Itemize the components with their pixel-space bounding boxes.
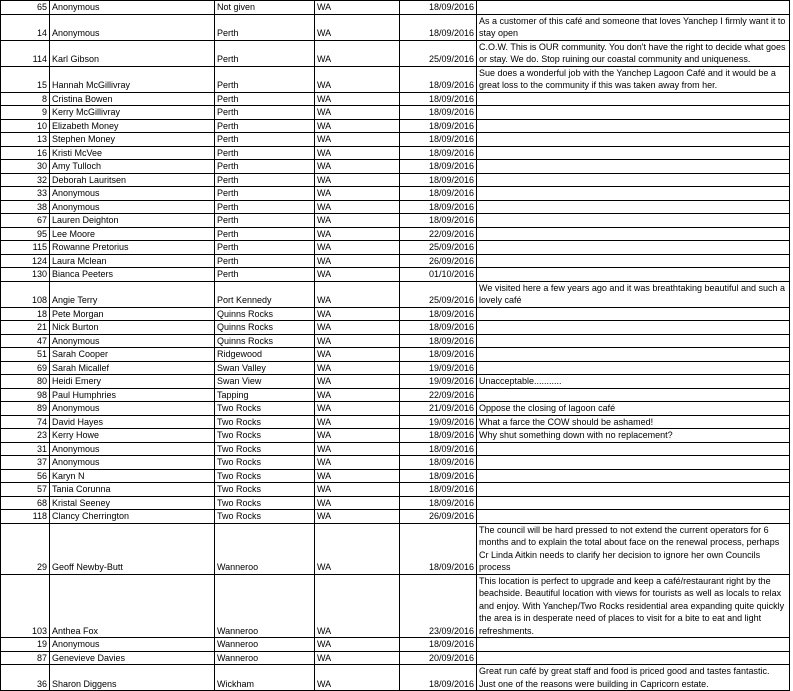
table-row [1,146,790,160]
date-cell: 18/09/2016 [400,119,477,133]
date-cell: 18/09/2016 [400,665,477,691]
comment-cell [477,160,790,174]
name-cell: Anonymous [50,14,215,40]
row-id-cell: 98 [1,388,50,402]
row-id-cell: 67 [1,214,50,228]
table-row [1,388,790,402]
date-cell: 18/09/2016 [400,483,477,497]
row-id-cell: 16 [1,146,50,160]
state-cell: WA [315,106,400,120]
table-row [1,241,790,255]
row-id-cell: 21 [1,321,50,335]
location-cell: Wanneroo [215,651,315,665]
table-row [1,348,790,362]
table-row [1,307,790,321]
location-cell: Swan Valley [215,361,315,375]
name-cell: Anonymous [50,200,215,214]
table-row [1,334,790,348]
comment-cell [477,227,790,241]
row-id-cell: 10 [1,119,50,133]
date-cell: 18/09/2016 [400,200,477,214]
comment-cell: The council will be hard pressed to not extend the current operators for 6 months and to explain the total about face on the renewal process, perhaps Cr Linda Aitkin needs to clarify her decision to ignore her own Councils process [477,523,790,574]
table-row [1,119,790,133]
state-cell: WA [315,574,400,638]
comment-cell: Sue does a wonderful job with the Yanchep Lagoon Café and it would be a great loss to the community if this was taken away from her. [477,66,790,92]
table-row [1,268,790,282]
date-cell: 25/09/2016 [400,281,477,307]
table-row [1,187,790,201]
comment-cell [477,496,790,510]
date-cell: 18/09/2016 [400,469,477,483]
state-cell: WA [315,496,400,510]
name-cell: Rowanne Pretorius [50,241,215,255]
row-id-cell: 33 [1,187,50,201]
name-cell: Anonymous [50,187,215,201]
date-cell: 18/09/2016 [400,160,477,174]
date-cell: 01/10/2016 [400,268,477,282]
location-cell: Perth [215,40,315,66]
row-id-cell: 56 [1,469,50,483]
date-cell: 18/09/2016 [400,1,477,15]
state-cell: WA [315,375,400,389]
row-id-cell: 18 [1,307,50,321]
comment-cell [477,146,790,160]
row-id-cell: 51 [1,348,50,362]
state-cell: WA [315,241,400,255]
name-cell: Deborah Lauritsen [50,173,215,187]
row-id-cell: 114 [1,40,50,66]
comment-cell: C.O.W. This is OUR community. You don't have the right to decide what goes or stay. We do. Stop ruining our coastal community and uniqueness. [477,40,790,66]
name-cell: Tania Corunna [50,483,215,497]
comment-cell: As a customer of this café and someone that loves Yanchep I firmly want it to stay open [477,14,790,40]
date-cell: 18/09/2016 [400,106,477,120]
table-row [1,429,790,443]
table-body [1,1,790,691]
date-cell: 21/09/2016 [400,402,477,416]
name-cell: Paul Humphries [50,388,215,402]
location-cell: Two Rocks [215,456,315,470]
location-cell: Perth [215,133,315,147]
row-id-cell: 38 [1,200,50,214]
state-cell: WA [315,133,400,147]
state-cell: WA [315,187,400,201]
location-cell: Two Rocks [215,510,315,524]
table-row [1,469,790,483]
state-cell: WA [315,227,400,241]
location-cell: Perth [215,160,315,174]
date-cell: 18/09/2016 [400,133,477,147]
location-cell: Perth [215,227,315,241]
state-cell: WA [315,334,400,348]
row-id-cell: 108 [1,281,50,307]
date-cell: 26/09/2016 [400,254,477,268]
location-cell: Perth [215,173,315,187]
date-cell: 18/09/2016 [400,14,477,40]
state-cell: WA [315,456,400,470]
date-cell: 22/09/2016 [400,227,477,241]
table-row [1,523,790,574]
date-cell: 18/09/2016 [400,496,477,510]
comment-cell [477,268,790,282]
row-id-cell: 29 [1,523,50,574]
location-cell: Two Rocks [215,415,315,429]
name-cell: Anonymous [50,334,215,348]
state-cell: WA [315,510,400,524]
comment-cell [477,200,790,214]
table-row [1,496,790,510]
table-row [1,456,790,470]
date-cell: 19/09/2016 [400,375,477,389]
location-cell: Ridgewood [215,348,315,362]
state-cell: WA [315,14,400,40]
location-cell: Quinns Rocks [215,307,315,321]
location-cell: Tapping [215,388,315,402]
comment-cell [477,214,790,228]
comment-cell [477,1,790,15]
row-id-cell: 31 [1,442,50,456]
name-cell: Angie Terry [50,281,215,307]
state-cell: WA [315,638,400,652]
name-cell: Kerry Howe [50,429,215,443]
name-cell: Laura Mclean [50,254,215,268]
date-cell: 23/09/2016 [400,574,477,638]
row-id-cell: 68 [1,496,50,510]
row-id-cell: 37 [1,456,50,470]
location-cell: Two Rocks [215,496,315,510]
location-cell: Quinns Rocks [215,334,315,348]
table-row [1,510,790,524]
comment-cell [477,187,790,201]
location-cell: Two Rocks [215,483,315,497]
name-cell: Karl Gibson [50,40,215,66]
comment-cell [477,638,790,652]
state-cell: WA [315,66,400,92]
name-cell: Nick Burton [50,321,215,335]
location-cell: Perth [215,254,315,268]
location-cell: Swan View [215,375,315,389]
row-id-cell: 13 [1,133,50,147]
location-cell: Perth [215,66,315,92]
date-cell: 18/09/2016 [400,334,477,348]
row-id-cell: 14 [1,14,50,40]
state-cell: WA [315,665,400,691]
location-cell: Not given [215,1,315,15]
row-id-cell: 8 [1,92,50,106]
date-cell: 18/09/2016 [400,214,477,228]
table-row [1,173,790,187]
location-cell: Quinns Rocks [215,321,315,335]
comment-cell [477,361,790,375]
state-cell: WA [315,415,400,429]
comment-cell [477,92,790,106]
date-cell: 26/09/2016 [400,510,477,524]
row-id-cell: 57 [1,483,50,497]
row-id-cell: 124 [1,254,50,268]
state-cell: WA [315,523,400,574]
comment-cell [477,254,790,268]
row-id-cell: 23 [1,429,50,443]
state-cell: WA [315,40,400,66]
name-cell: Pete Morgan [50,307,215,321]
date-cell: 18/09/2016 [400,307,477,321]
date-cell: 18/09/2016 [400,187,477,201]
name-cell: Lauren Deighton [50,214,215,228]
name-cell: Anonymous [50,1,215,15]
state-cell: WA [315,268,400,282]
name-cell: Clancy Cherrington [50,510,215,524]
row-id-cell: 74 [1,415,50,429]
state-cell: WA [315,402,400,416]
name-cell: Lee Moore [50,227,215,241]
row-id-cell: 30 [1,160,50,174]
table-row [1,133,790,147]
table-row [1,574,790,638]
date-cell: 19/09/2016 [400,415,477,429]
comment-cell [477,456,790,470]
table-row [1,361,790,375]
state-cell: WA [315,429,400,443]
comment-cell: Unacceptable........... [477,375,790,389]
comment-cell [477,241,790,255]
date-cell: 18/09/2016 [400,456,477,470]
table-row [1,321,790,335]
name-cell: Geoff Newby-Butt [50,523,215,574]
name-cell: David Hayes [50,415,215,429]
state-cell: WA [315,388,400,402]
date-cell: 18/09/2016 [400,173,477,187]
table-row [1,281,790,307]
date-cell: 18/09/2016 [400,442,477,456]
location-cell: Wanneroo [215,574,315,638]
name-cell: Cristina Bowen [50,92,215,106]
row-id-cell: 118 [1,510,50,524]
row-id-cell: 32 [1,173,50,187]
table-row [1,375,790,389]
comment-cell [477,469,790,483]
row-id-cell: 95 [1,227,50,241]
state-cell: WA [315,651,400,665]
name-cell: Stephen Money [50,133,215,147]
comment-cell: Why shut something down with no replacement? [477,429,790,443]
row-id-cell: 103 [1,574,50,638]
name-cell: Kristal Seeney [50,496,215,510]
state-cell: WA [315,442,400,456]
name-cell: Anthea Fox [50,574,215,638]
state-cell: WA [315,214,400,228]
name-cell: Sarah Cooper [50,348,215,362]
comment-cell: Oppose the closing of lagoon café [477,402,790,416]
comment-cell [477,442,790,456]
state-cell: WA [315,281,400,307]
location-cell: Perth [215,119,315,133]
table-row [1,40,790,66]
comment-cell [477,388,790,402]
location-cell: Perth [215,92,315,106]
name-cell: Kristi McVee [50,146,215,160]
row-id-cell: 15 [1,66,50,92]
location-cell: Wickham [215,665,315,691]
row-id-cell: 80 [1,375,50,389]
table-row [1,1,790,15]
row-id-cell: 89 [1,402,50,416]
comment-cell: This location is perfect to upgrade and keep a café/restaurant right by the beachside. Beautiful location with views for tourists as well as locals to relax and enjoy. With Yanchep/Two Rocks residential area expanding quite quickly the area is in desperate need of places to visit for a bite to eat and light refreshments. [477,574,790,638]
state-cell: WA [315,200,400,214]
date-cell: 25/09/2016 [400,241,477,255]
table-row [1,442,790,456]
table-row [1,66,790,92]
name-cell: Genevieve Davies [50,651,215,665]
location-cell: Two Rocks [215,442,315,456]
table-row [1,483,790,497]
name-cell: Bianca Peeters [50,268,215,282]
location-cell: Perth [215,146,315,160]
state-cell: WA [315,1,400,15]
state-cell: WA [315,321,400,335]
date-cell: 18/09/2016 [400,66,477,92]
location-cell: Port Kennedy [215,281,315,307]
date-cell: 22/09/2016 [400,388,477,402]
date-cell: 25/09/2016 [400,40,477,66]
table-row [1,415,790,429]
row-id-cell: 9 [1,106,50,120]
comment-cell: We visited here a few years ago and it was breathtaking beautiful and such a lovely café [477,281,790,307]
name-cell: Sarah Micallef [50,361,215,375]
location-cell: Perth [215,200,315,214]
location-cell: Two Rocks [215,402,315,416]
date-cell: 18/09/2016 [400,523,477,574]
date-cell: 20/09/2016 [400,651,477,665]
name-cell: Elizabeth Money [50,119,215,133]
table-row [1,160,790,174]
table-row [1,92,790,106]
state-cell: WA [315,119,400,133]
name-cell: Anonymous [50,442,215,456]
date-cell: 18/09/2016 [400,348,477,362]
comment-cell [477,348,790,362]
row-id-cell: 36 [1,665,50,691]
row-id-cell: 130 [1,268,50,282]
row-id-cell: 69 [1,361,50,375]
name-cell: Kerry McGillivray [50,106,215,120]
comment-cell [477,106,790,120]
table-row [1,651,790,665]
state-cell: WA [315,483,400,497]
location-cell: Perth [215,241,315,255]
row-id-cell: 65 [1,1,50,15]
date-cell: 19/09/2016 [400,361,477,375]
comment-cell [477,173,790,187]
table-row [1,638,790,652]
date-cell: 18/09/2016 [400,638,477,652]
location-cell: Perth [215,14,315,40]
state-cell: WA [315,469,400,483]
location-cell: Perth [215,187,315,201]
state-cell: WA [315,348,400,362]
table-row [1,665,790,691]
table-row [1,254,790,268]
row-id-cell: 19 [1,638,50,652]
comment-cell: What a farce the COW should be ashamed! [477,415,790,429]
state-cell: WA [315,307,400,321]
name-cell: Heidi Emery [50,375,215,389]
name-cell: Anonymous [50,638,215,652]
comment-cell [477,483,790,497]
state-cell: WA [315,146,400,160]
state-cell: WA [315,173,400,187]
name-cell: Karyn N [50,469,215,483]
table-row [1,200,790,214]
location-cell: Wanneroo [215,523,315,574]
state-cell: WA [315,361,400,375]
date-cell: 18/09/2016 [400,146,477,160]
name-cell: Amy Tulloch [50,160,215,174]
location-cell: Two Rocks [215,469,315,483]
date-cell: 18/09/2016 [400,92,477,106]
date-cell: 18/09/2016 [400,429,477,443]
state-cell: WA [315,92,400,106]
state-cell: WA [315,160,400,174]
location-cell: Perth [215,214,315,228]
state-cell: WA [315,254,400,268]
table-row [1,106,790,120]
comment-cell [477,321,790,335]
name-cell: Anonymous [50,456,215,470]
name-cell: Hannah McGillivray [50,66,215,92]
name-cell: Sharon Diggens [50,665,215,691]
location-cell: Two Rocks [215,429,315,443]
location-cell: Perth [215,268,315,282]
row-id-cell: 87 [1,651,50,665]
date-cell: 18/09/2016 [400,321,477,335]
comment-cell [477,119,790,133]
row-id-cell: 47 [1,334,50,348]
name-cell: Anonymous [50,402,215,416]
table-row [1,14,790,40]
comment-cell [477,307,790,321]
comment-cell: Great run café by great staff and food is priced good and tastes fantastic. Just one of the reasons were building in Capricorn estate. [477,665,790,691]
comment-cell [477,133,790,147]
table-row [1,402,790,416]
table-row [1,227,790,241]
row-id-cell: 115 [1,241,50,255]
location-cell: Wanneroo [215,638,315,652]
comment-cell [477,334,790,348]
comment-cell [477,651,790,665]
location-cell: Perth [215,106,315,120]
table-row [1,214,790,228]
comment-cell [477,510,790,524]
